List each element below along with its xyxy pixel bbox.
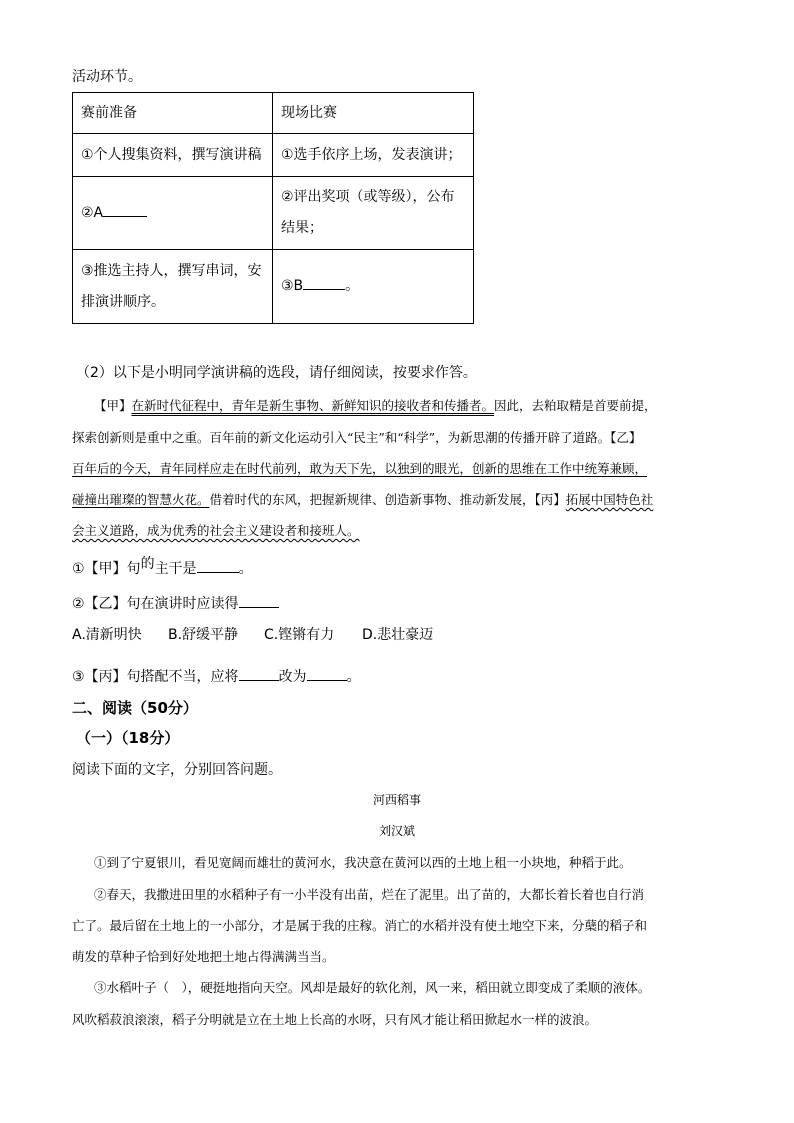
answer-blank[interactable] <box>307 666 347 681</box>
table-cell: ②评出奖项（或等级），公布结果； <box>273 177 474 250</box>
article-title: 河西稻事 <box>372 793 421 807</box>
question-item-1: ①【甲】句的主干是 。 <box>72 556 253 577</box>
table-cell: ③B 。 <box>273 250 474 324</box>
passage-line: 探索创新则是重中之重。百年前的新文化运动引入“民主”和“科学”，为新思潮的传播开辟了道路。【乙】 <box>72 430 642 445</box>
table-cell: ①选手依序上场，发表演讲； <box>273 134 474 177</box>
question-item-3: ③【丙】句搭配不当，应将 改为 。 <box>72 666 361 686</box>
table-cell: ①个人搜集资料，撰写演讲稿 <box>73 134 273 177</box>
options-row <box>72 624 433 644</box>
article-line: 亡了。最后留在土地上的一小部分，才是属于我的庄稼。消亡的水稻并没有使土地空下来，分蘖的稻子和 <box>72 918 648 933</box>
section-title: 二、阅读（50分） <box>72 699 198 717</box>
option-c[interactable]: C.铿锵有力 <box>264 627 335 643</box>
passage-line: 【甲】在新时代征程中，青年是新生事物、新鲜知识的接收者和传播者。因此，去粕取精是首要前提， <box>94 398 657 413</box>
passage-line: 百年后的今天，青年同样应走在时代前列，敢为天下先，以独到的眼光，创新的思维在工作中统筹兼顾， <box>72 461 648 476</box>
subsection-title: （一）（18分） <box>76 729 180 747</box>
article-line: 萌发的草种子恰到好处地把土地占得满满当当。 <box>72 949 335 964</box>
article-line: ②春天，我撒进田里的水稻种子有一小半没有出苗，烂在了泥里。出了苗的，大都长着长着也自行消 <box>94 887 645 902</box>
q2-prompt: （2）以下是小明同学演讲稿的选段，请仔细阅读，按要求作答。 <box>76 365 477 381</box>
passage-line: 会主义道路，成为优秀的社会主义建设者和接班人。 <box>72 523 360 538</box>
article-line: ①到了宁夏银川，看见宽阔而雄壮的黄河水，我决意在黄河以西的土地上租一小块地，种稻于此。 <box>94 855 632 870</box>
intro-tail: 活动环节。 <box>72 69 142 85</box>
answer-blank-a[interactable] <box>103 202 147 217</box>
table-cell: ③推选主持人，撰写串词，安排演讲顺序。 <box>73 250 273 324</box>
answer-blank[interactable] <box>197 558 239 573</box>
option-d[interactable]: D.悲壮豪迈 <box>362 627 434 643</box>
article-author: 刘汉斌 <box>378 824 415 838</box>
answer-blank[interactable] <box>239 666 279 681</box>
article-line: ③水稻叶子（ ），硬挺地指向天空。风却是最好的软化剂，风一来，稻田就立即变成了柔顺的液体。 <box>94 980 651 995</box>
answer-blank-b[interactable] <box>303 275 345 290</box>
table-header-prep: 赛前准备 <box>73 93 273 134</box>
option-a[interactable]: A.清新明快 <box>72 627 142 643</box>
option-b[interactable]: B.舒缓平静 <box>168 627 239 643</box>
question-item-2: ②【乙】句在演讲时应读得 <box>72 593 279 613</box>
preparation-table <box>72 92 474 324</box>
answer-blank[interactable] <box>239 593 279 608</box>
table-header-contest: 现场比赛 <box>273 93 474 134</box>
table-cell: ②A <box>73 177 273 250</box>
reading-instruction: 阅读下面的文字，分别回答问题。 <box>72 762 282 778</box>
article-line: 风吹稻菽浪滚滚，稻子分明就是立在土地上长高的水呀，只有风才能让稻田掀起水一样的波浪。 <box>72 1012 598 1027</box>
passage-line: 碰撞出璀璨的智慧火花。借着时代的东风，把握新规律、创造新事物、推动新发展，【丙】拓展中国特色社 <box>72 492 654 507</box>
